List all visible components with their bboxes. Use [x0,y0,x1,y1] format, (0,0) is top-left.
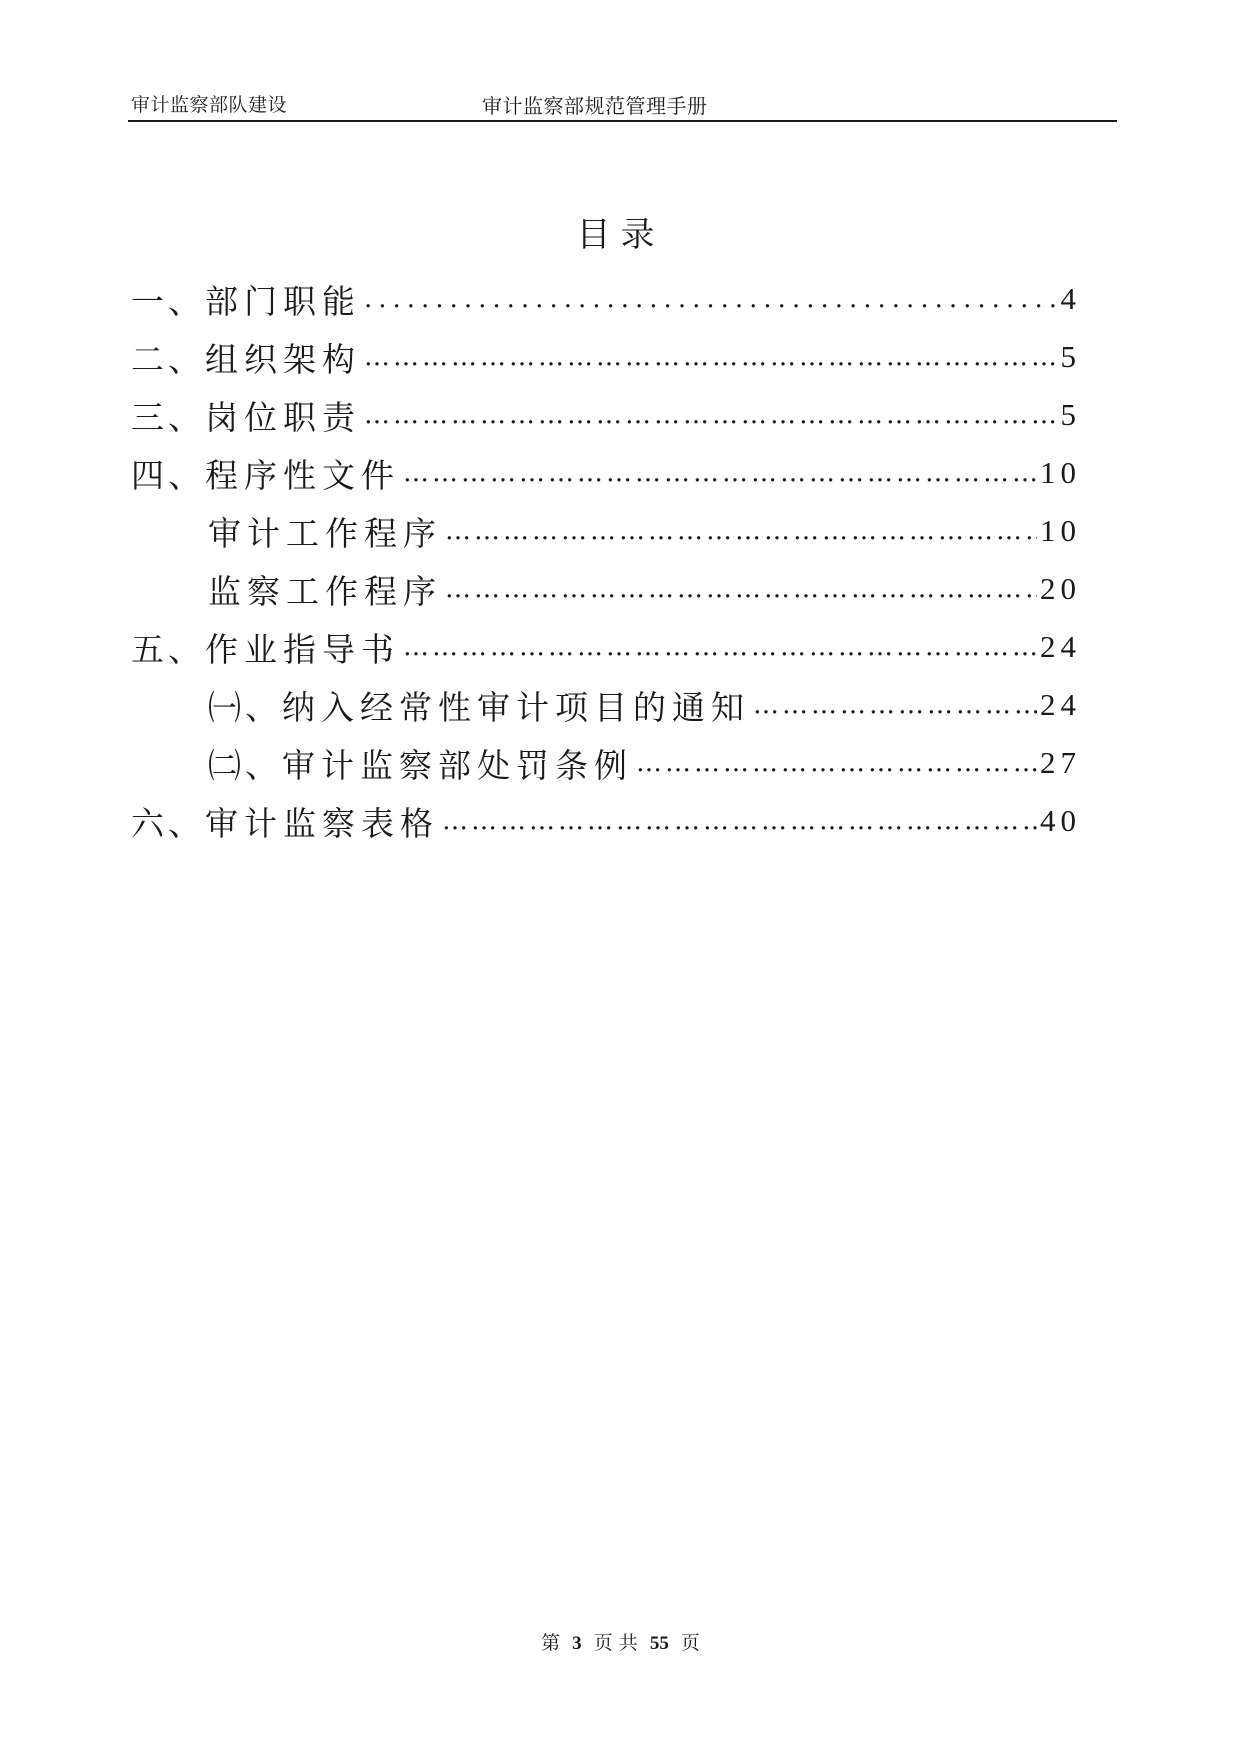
toc-entry-page: 10 [1040,455,1081,490]
toc-subentry[interactable] [131,734,1081,792]
current-page-number: 3 [572,1633,582,1654]
toc-entry[interactable] [131,328,1081,386]
header-divider [128,120,1117,122]
toc-subentry[interactable] [131,502,1081,560]
toc-entry-title: 监察工作程序 [208,571,442,611]
toc-dot-leader [445,569,1037,609]
toc-dot-leader [364,279,1058,319]
toc-entry-page: 24 [1040,629,1081,664]
page-footer [0,1628,1241,1655]
toc-entry[interactable] [131,618,1081,676]
toc-entry-page: 10 [1040,513,1081,548]
toc-entry-title: 纳入经常性审计项目的通知 [282,687,750,727]
toc-entry[interactable] [131,792,1081,850]
toc-entry-page: 40 [1040,803,1081,838]
toc-entry-number: 三、 [131,397,205,437]
toc-dot-leader [442,801,1037,841]
toc-dot-leader [364,395,1058,435]
toc-dot-leader [403,627,1037,667]
toc-entry-title: 审计监察部处罚条例 [282,745,633,785]
toc-entry-page: 20 [1040,571,1081,606]
toc-entry-page: 4 [1060,281,1081,316]
footer-suffix: 页 [680,1632,700,1654]
toc-entry-title: 组织架构 [205,339,361,379]
footer-prefix: 第 [541,1632,561,1654]
toc-dot-leader [445,511,1037,551]
toc-entry-title: 部门职能 [205,281,361,321]
header-title: 审计监察部规范管理手册 [482,94,708,118]
toc-entry-title: 岗位职责 [205,397,361,437]
toc-entry-number: 五、 [131,629,205,669]
table-of-contents [131,270,1081,850]
toc-dot-leader [636,743,1037,783]
total-page-count: 55 [649,1633,669,1654]
toc-entry-title: 程序性文件 [205,455,400,495]
toc-entry-number: 一、 [131,281,205,321]
header-section-label: 审计监察部队建设 [131,94,288,116]
toc-entry[interactable] [131,386,1081,444]
toc-dot-leader [753,685,1037,725]
toc-entry-title: 作业指导书 [205,629,400,669]
footer-middle: 页 共 [593,1632,638,1654]
toc-dot-leader [364,337,1058,377]
toc-entry-number: ㈠、 [208,687,282,727]
toc-dot-leader [403,453,1037,493]
toc-entry-number: 六、 [131,803,205,843]
toc-entry-page: 27 [1040,745,1081,780]
toc-title: 目录 [576,215,665,255]
toc-subentry[interactable] [131,560,1081,618]
toc-entry[interactable] [131,270,1081,328]
toc-entry-number: ㈡、 [208,745,282,785]
toc-entry-page: 24 [1040,687,1081,722]
toc-entry-number: 二、 [131,339,205,379]
toc-entry-page: 5 [1060,397,1081,432]
toc-entry-page: 5 [1060,339,1081,374]
toc-subentry[interactable] [131,676,1081,734]
toc-entry[interactable] [131,444,1081,502]
toc-entry-title: 审计工作程序 [208,513,442,553]
toc-entry-number: 四、 [131,455,205,495]
toc-entry-title: 审计监察表格 [205,803,439,843]
